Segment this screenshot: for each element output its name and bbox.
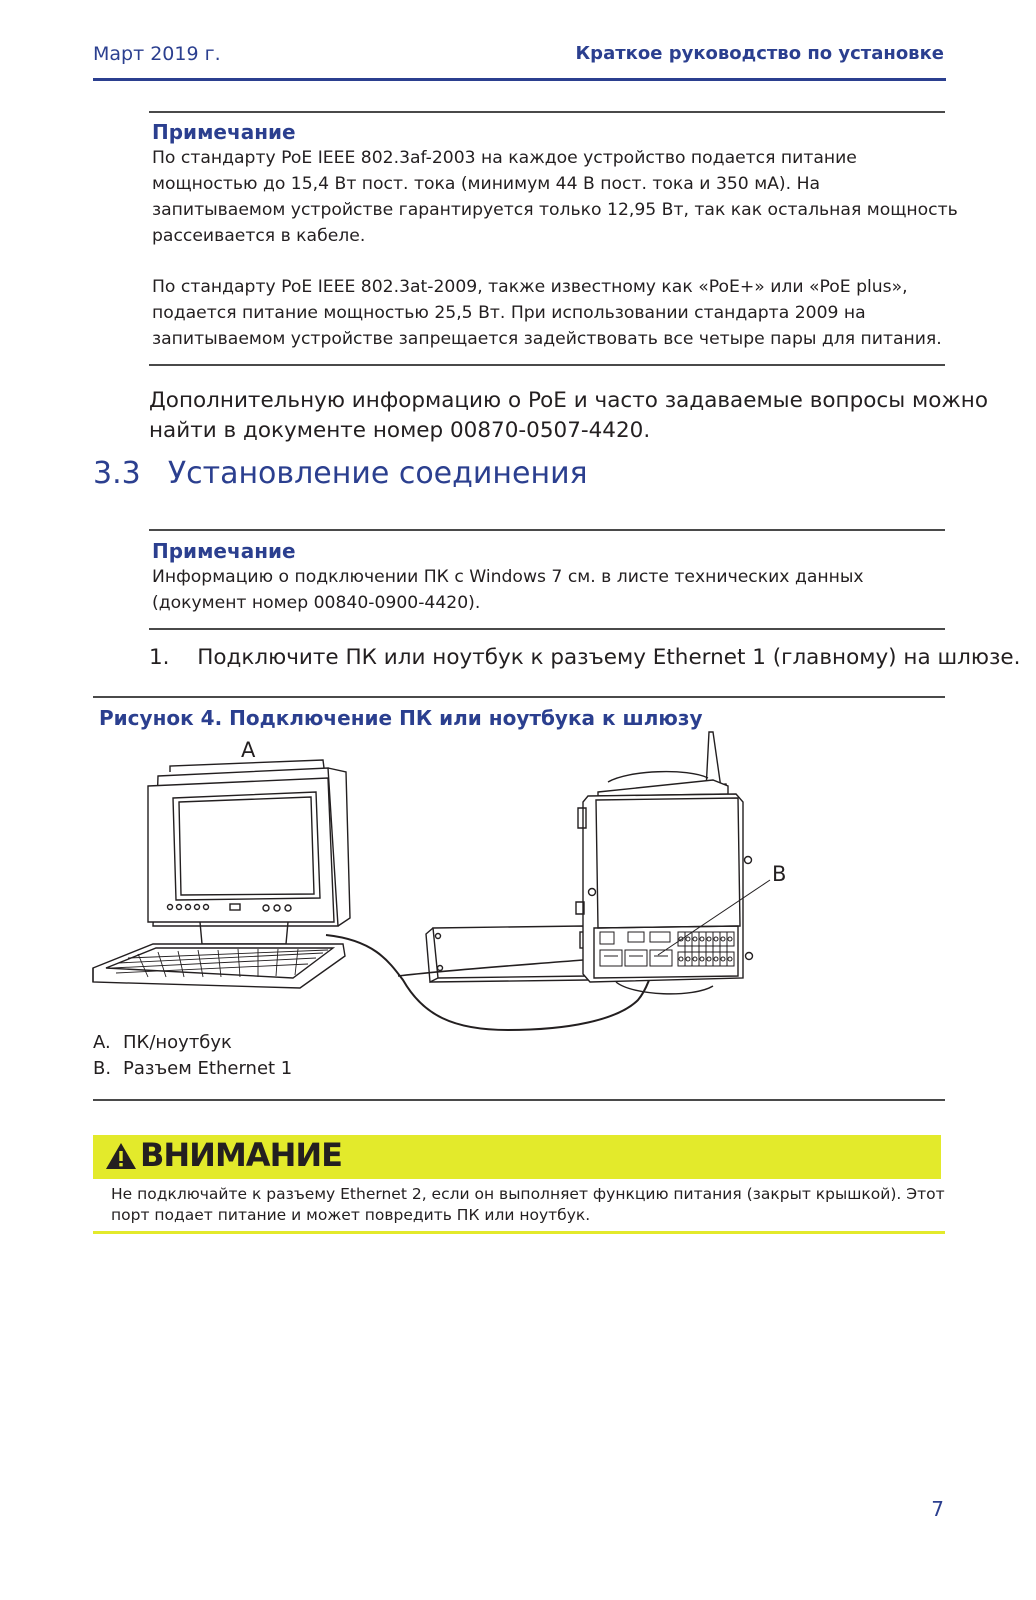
note2-title: Примечание <box>152 539 296 563</box>
power-injector-illustration <box>398 926 593 982</box>
warning-text <box>111 1184 945 1226</box>
section-number: 3.3 <box>93 456 141 491</box>
section-title: Установление соединения <box>167 456 588 491</box>
note1-top-rule <box>149 111 945 113</box>
gateway-illustration <box>576 772 753 994</box>
info-paragraph <box>149 386 988 446</box>
note1-title: Примечание <box>152 120 296 144</box>
keyboard-illustration <box>93 944 345 988</box>
step-number: 1. <box>149 645 170 670</box>
step-1 <box>149 643 1020 673</box>
page-number: 7 <box>931 1497 944 1521</box>
figure-title: Рисунок 4. Подключение ПК или ноутбука к шлюзу <box>99 706 703 730</box>
figure-legend <box>93 1030 292 1082</box>
note1-p2-line: подается питание мощностью 25,5 Вт. При использовании стандарта 2009 на <box>152 303 866 323</box>
info-line: найти в документе номер 00870-0507-4420. <box>149 418 651 443</box>
legend-key: B. <box>93 1058 112 1079</box>
legend-text: ПК/ноутбук <box>123 1032 232 1053</box>
section-heading <box>93 456 588 491</box>
note2-line: (документ номер 00840-0900-4420). <box>152 593 481 613</box>
legend-text: Разъем Ethernet 1 <box>123 1058 293 1079</box>
figure-bottom-rule <box>93 1099 945 1101</box>
figure-top-rule <box>93 696 945 698</box>
note2-bottom-rule <box>149 628 945 630</box>
header-title: Краткое руководство по установке <box>575 43 944 64</box>
header-date: Март 2019 г. <box>93 43 221 65</box>
note1-paragraph-2 <box>152 274 942 352</box>
note1-p1-line: По стандарту PoE IEEE 802.3af-2003 на каждое устройство подается питание <box>152 148 857 168</box>
note1-paragraph-1 <box>152 145 958 249</box>
note1-p1-line: запитываемом устройстве гарантируется только 12,95 Вт, так как остальная мощность <box>152 200 958 220</box>
connection-diagram <box>88 730 788 1035</box>
warning-bottom-rule <box>93 1231 945 1234</box>
note1-p2-line: По стандарту PoE IEEE 802.3at-2009, также известному как «PoE+» или «PoE plus», <box>152 277 908 297</box>
warning-title: ВНИМАНИЕ <box>140 1136 342 1174</box>
note2-top-rule <box>149 529 945 531</box>
note1-bottom-rule <box>149 364 945 366</box>
note1-p2-line: запитываемом устройстве запрещается задействовать все четыре пары для питания. <box>152 329 942 349</box>
warning-triangle-icon <box>105 1142 137 1170</box>
legend-item-a <box>93 1030 292 1056</box>
callout-b-label: B <box>772 862 787 886</box>
callout-a-label: A <box>241 738 256 762</box>
note2-text <box>152 564 864 616</box>
monitor-illustration <box>148 760 350 956</box>
info-line: Дополнительную информацию о PoE и часто задаваемые вопросы можно <box>149 388 988 413</box>
note1-p1-line: рассеивается в кабеле. <box>152 226 366 246</box>
warning-line: порт подает питание и может повредить ПК или ноутбук. <box>111 1206 591 1224</box>
legend-key: A. <box>93 1032 111 1053</box>
note2-line: Информацию о подключении ПК с Windows 7 см. в листе технических данных <box>152 567 864 587</box>
header-rule <box>93 78 946 81</box>
legend-item-b <box>93 1056 292 1082</box>
warning-line: Не подключайте к разъему Ethernet 2, если он выполняет функцию питания (закрыт крышкой). Этот <box>111 1185 945 1203</box>
note1-p1-line: мощностью до 15,4 Вт пост. тока (минимум 44 В пост. тока и 350 мА). На <box>152 174 821 194</box>
step-text: Подключите ПК или ноутбук к разъему Ethernet 1 (главному) на шлюзе. <box>197 645 1021 670</box>
